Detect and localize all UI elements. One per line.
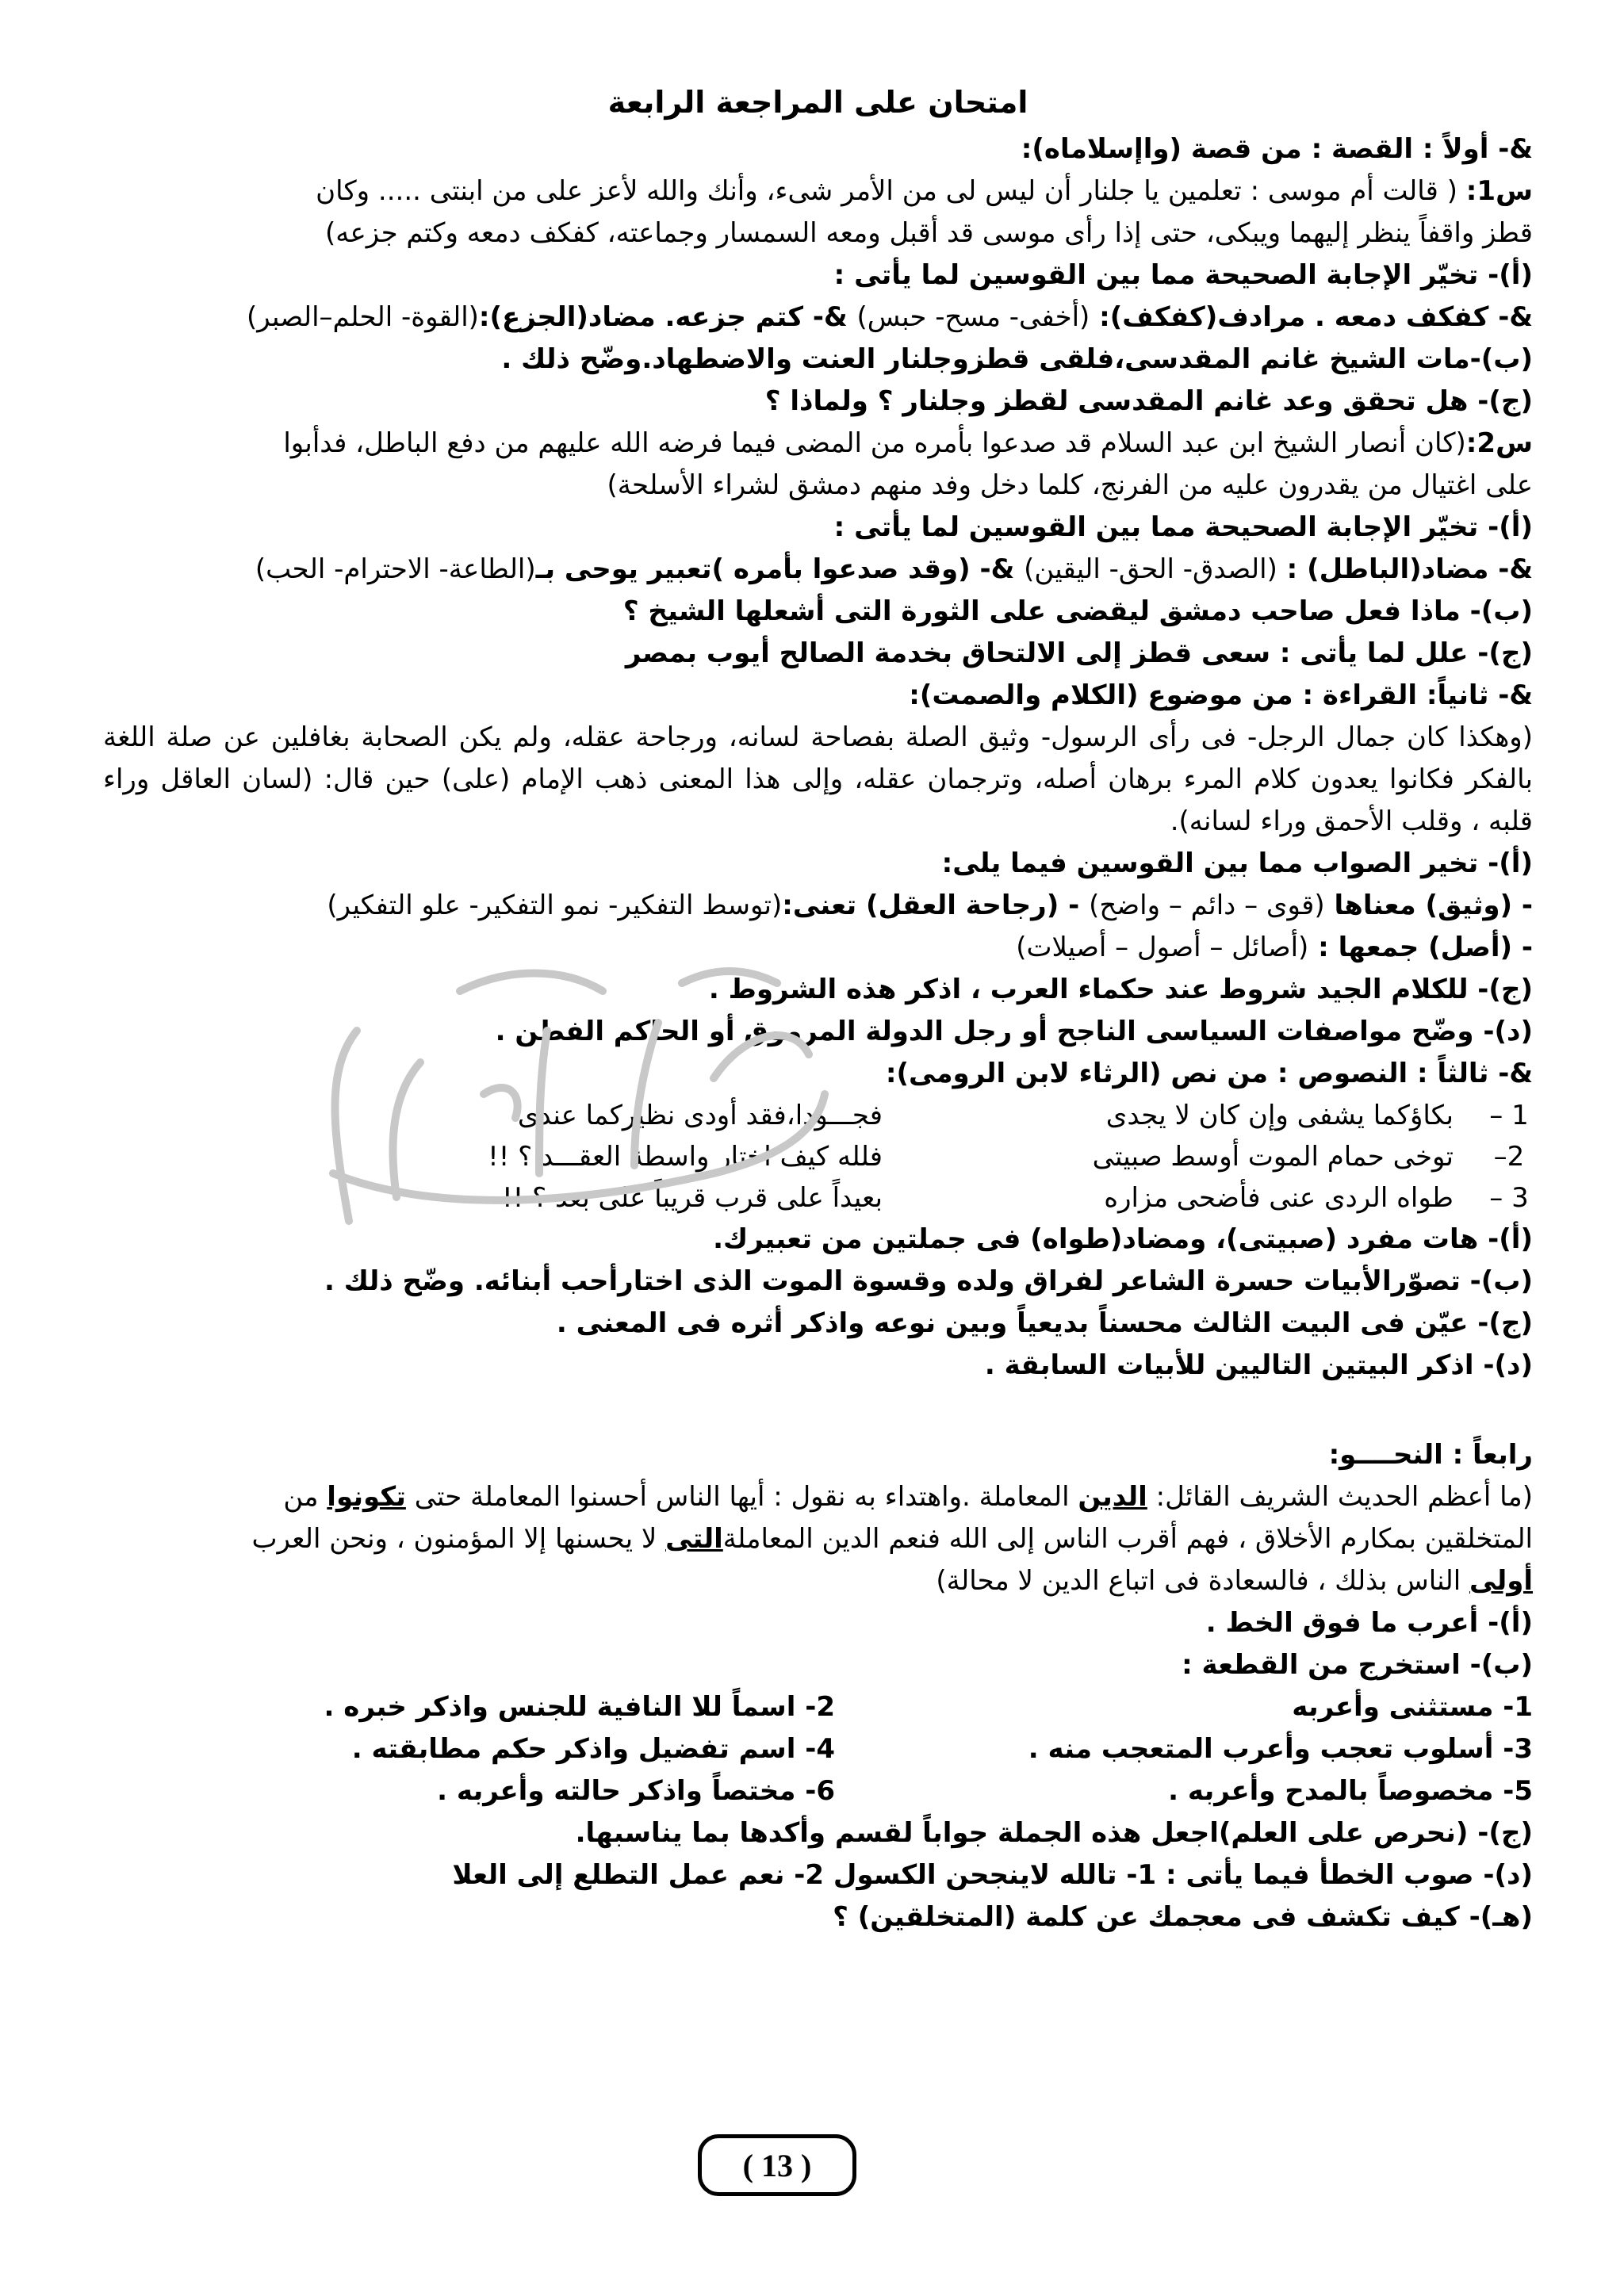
verse-first-hemistich: بكاؤكما يشفى وإن كان لا يجدى <box>1105 1100 1454 1131</box>
q1-a-items <box>103 297 1533 339</box>
poem-question-d: (د)- اذكر البيتين التاليين للأبيات السابقة . <box>984 1349 1533 1381</box>
poem-question-a: (أ)- هات مفرد (صبيتى)، ومضاد(طواه) فى جملتين من تعبيرك. <box>713 1223 1533 1255</box>
q2-question-c: (ج)- علل لما يأتى : سعى قطز إلى الالتحاق بخدمة الصالح أيوب بمصر <box>625 637 1533 669</box>
reading-a1-options: (قوى – دائم – واضح) <box>1089 890 1325 921</box>
poem-verse-1 <box>103 1095 1533 1136</box>
q2-text-line1 <box>103 423 1533 465</box>
underlined-word: تكونوا <box>327 1481 406 1513</box>
grammar-question-a: (أ)- أعرب ما فوق الخط . <box>1205 1607 1533 1639</box>
q1-a1-label: &- كفكف دمعه . مرادف(كفكف): <box>1090 301 1533 333</box>
part1-heading: &- أولاً : القصة : من قصة (واإسلاماه): <box>1021 133 1533 165</box>
grammar-d-label: (د)- صوب الخطأ فيما يأتى : <box>1156 1859 1533 1891</box>
grammar-item: 5- مخصوصاً بالمدح وأعربه . <box>1168 1775 1533 1807</box>
reading-question-a: (أ)- تخير الصواب مما بين القوسين فيما يلى: <box>941 848 1533 879</box>
grammar-question-e: (هـ)- كيف تكشف فى معجمك عن كلمة (المتخلقين) ؟ <box>833 1901 1533 1933</box>
q1-question-c: (ج)- هل تحقق وعد غانم المقدسى لقطز وجلنار ؟ ولماذا ؟ <box>764 385 1533 417</box>
underlined-word: الدين <box>1078 1481 1147 1513</box>
grammar-text: من <box>283 1481 327 1513</box>
q1-a2-options: (القوة- الحلم–الصبر) <box>246 301 479 333</box>
q2-question-b: (ب)- ماذا فعل صاحب دمشق ليقضى على الثورة التى أشعلها الشيخ ؟ <box>622 595 1533 627</box>
poem-verse-2 <box>103 1136 1533 1177</box>
q2-a2-options: (الطاعة- الاحترام- الحب) <box>255 553 536 585</box>
q2-label: س2: <box>1465 427 1533 459</box>
q1-label: س1: <box>1465 175 1533 207</box>
grammar-text: (ما أعظم الحديث الشريف القائل: <box>1147 1481 1533 1513</box>
grammar-passage-line1 <box>103 1476 1533 1518</box>
grammar-question-d <box>103 1854 1533 1896</box>
grammar-item: 2- اسماً للا النافية للجنس واذكر خبره . <box>324 1691 835 1723</box>
q2-a1-options: (الصدق- الحق- اليقين) <box>1024 553 1277 585</box>
grammar-question-b: (ب)- استخرج من القطعة : <box>1182 1649 1533 1681</box>
reading-a2-label: - (رجاحة العقل) تعنى: <box>782 890 1090 921</box>
verse-second-hemistich: فجـــودا،فقد أودى نظيركما عندى <box>517 1100 883 1131</box>
reading-question-c: (ج)- للكلام الجيد شروط عند حكماء العرب ، اذكر هذه الشروط . <box>708 974 1533 1005</box>
part4-heading: رابعاً : النحــــو: <box>1328 1439 1533 1471</box>
grammar-items-row-1 <box>103 1686 1533 1728</box>
grammar-text: المعاملة .واهتداء به نقول : أيها الناس أحسنوا المعاملة حتى <box>405 1481 1078 1513</box>
grammar-item: 1- مستثنى وأعربه <box>1292 1691 1533 1723</box>
poem-question-c: (ج)- عيّن فى البيت الثالث محسناً بديعياً وبين نوعه واذكر أثره فى المعنى . <box>556 1307 1533 1339</box>
verse-number: 2– <box>1493 1141 1525 1173</box>
part3-heading: &- ثالثاً : النصوص : من نص (الرثاء لابن الرومى): <box>885 1058 1533 1089</box>
page-number: ( 13 ) <box>698 2134 856 2196</box>
grammar-d-item2: 2- نعم عمل التطلع إلى العلا <box>452 1859 833 1891</box>
grammar-items-row-3 <box>103 1770 1533 1812</box>
q1-text-line1 <box>103 170 1533 212</box>
reading-a-items-1 <box>103 885 1533 927</box>
reading-question-d: (د)- وضّح مواصفات السياسى الناجح أو رجل الدولة المرموق أو الحاكم الفطن . <box>495 1016 1533 1047</box>
poem-question-b: (ب)- تصوّرالأبيات حسرة الشاعر لفراق ولده وقسوة الموت الذى اختارأحب أبنائه. وضّح ذلك . <box>324 1265 1533 1297</box>
grammar-text: الناس بذلك ، فالسعادة فى اتباع الدين لا محالة) <box>936 1565 1470 1597</box>
q2-a1-label: &- مضاد(الباطل) : <box>1277 553 1533 585</box>
q1-text-line2: قطز واقفاً ينظر إليهما ويبكى، حتى إذا رأى موسى قد أقبل ومعه السمسار وجماعته، كفكف دمعه وكتم جزعه) <box>325 217 1533 249</box>
q2-question-a: (أ)- تخيّر الإجابة الصحيحة مما بين القوسين لما يأتى : <box>833 511 1533 543</box>
q2-a2-label: &- (وقد صدعوا بأمره )تعبير يوحى بـ <box>535 553 1025 585</box>
q2-a-items <box>103 549 1533 591</box>
reading-passage: (وهكذا كان جمال الرجل- فى رأى الرسول- وثيق الصلة بفصاحة لسانه، ورجاحة عقله، ولم يكن الصحابة بغافلين عن صلة اللغة بالفكر فكانوا يعدون كلام المرء برهان أصله، وترجمان عقله، وإلى هذا المعنى ذهب الإمام (على) حين قال: (لسان العاقل وراء قلبه ، وقلب الأحمق وراء لسانه). <box>103 721 1533 837</box>
grammar-passage-line3 <box>103 1560 1533 1602</box>
verse-second-hemistich: بعيداً على قرب قريباً على بعد ؟ !! <box>502 1182 883 1214</box>
q2-text-a: (كان أنصار الشيخ ابن عبد السلام قد صدعوا بأمره من المضى فيما فرضه الله عليهم من دفع الباطل، فدأبوا <box>283 427 1466 459</box>
underlined-word: التى <box>665 1523 723 1555</box>
q1-question-b: (ب)-مات الشيخ غانم المقدسى،فلقى قطزوجلنار العنت والاضطهاد.وضّح ذلك . <box>501 343 1533 375</box>
grammar-items-row-2 <box>103 1728 1533 1770</box>
reading-a-items-2 <box>103 927 1533 969</box>
verse-number: 3 – <box>1489 1182 1529 1214</box>
poem-verse-3 <box>103 1177 1533 1219</box>
grammar-text: لا يحسنها إلا المؤمنون ، ونحن العرب <box>251 1523 666 1555</box>
grammar-text: المتخلقين بمكارم الأخلاق ، فهم أقرب الناس إلى الله فنعم الدين المعاملة <box>722 1523 1533 1555</box>
grammar-question-c: (ج)- (نحرص على العلم)اجعل هذه الجملة جواباً لقسم وأكدها بما يناسبها. <box>575 1817 1533 1849</box>
grammar-passage-line2 <box>103 1518 1533 1560</box>
reading-a2-options: (توسط التفكير- نمو التفكير- علو التفكير) <box>327 890 783 921</box>
reading-a3-label: - (أصل) جمعها : <box>1308 932 1533 963</box>
verse-first-hemistich: طواه الردى عنى فأضحى مزاره <box>1104 1182 1454 1214</box>
grammar-d-item1: 1- تالله لاينجحن الكسول <box>833 1859 1157 1891</box>
grammar-item: 3- أسلوب تعجب وأعرب المتعجب منه . <box>1028 1733 1533 1765</box>
verse-second-hemistich: فلله كيف اختار واسطة العقـــد ؟ !! <box>488 1141 883 1173</box>
verse-number: 1 – <box>1489 1100 1529 1131</box>
part2-heading: &- ثانياً: القراءة : من موضوع (الكلام والصمت): <box>909 679 1533 711</box>
underlined-word: أولى <box>1469 1565 1533 1597</box>
reading-a1-label: - (وثيق) معناها <box>1324 890 1533 921</box>
q1-a1-options: (أخفى- مسح- حبس) <box>856 301 1090 333</box>
q1-a2-label: &- كتم جزعه. مضاد(الجزع): <box>478 301 857 333</box>
reading-a3-options: (أصائل – أصول – أصيلات) <box>1016 932 1309 963</box>
q1-text-a: ( قالت أم موسى : تعلمين يا جلنار أن ليس لى من الأمر شىء، وأنك والله لأعز على من ابنتى ..... وكان <box>316 175 1466 207</box>
spacer <box>103 1387 1533 1434</box>
grammar-item: 4- اسم تفضيل واذكر حكم مطابقته . <box>351 1733 835 1765</box>
grammar-item: 6- مختصاً واذكر حالته وأعربه . <box>437 1775 835 1807</box>
verse-first-hemistich: توخى حمام الموت أوسط صبيتى <box>1092 1141 1454 1173</box>
q2-text-line2: على اغتيال من يقدرون عليه من الفرنج، كلما دخل وفد منهم دمشق لشراء الأسلحة) <box>607 469 1533 501</box>
page-title: امتحان على المراجعة الرابعة <box>607 85 1028 120</box>
q1-question-a: (أ)- تخيّر الإجابة الصحيحة مما بين القوسين لما يأتى : <box>833 259 1533 291</box>
